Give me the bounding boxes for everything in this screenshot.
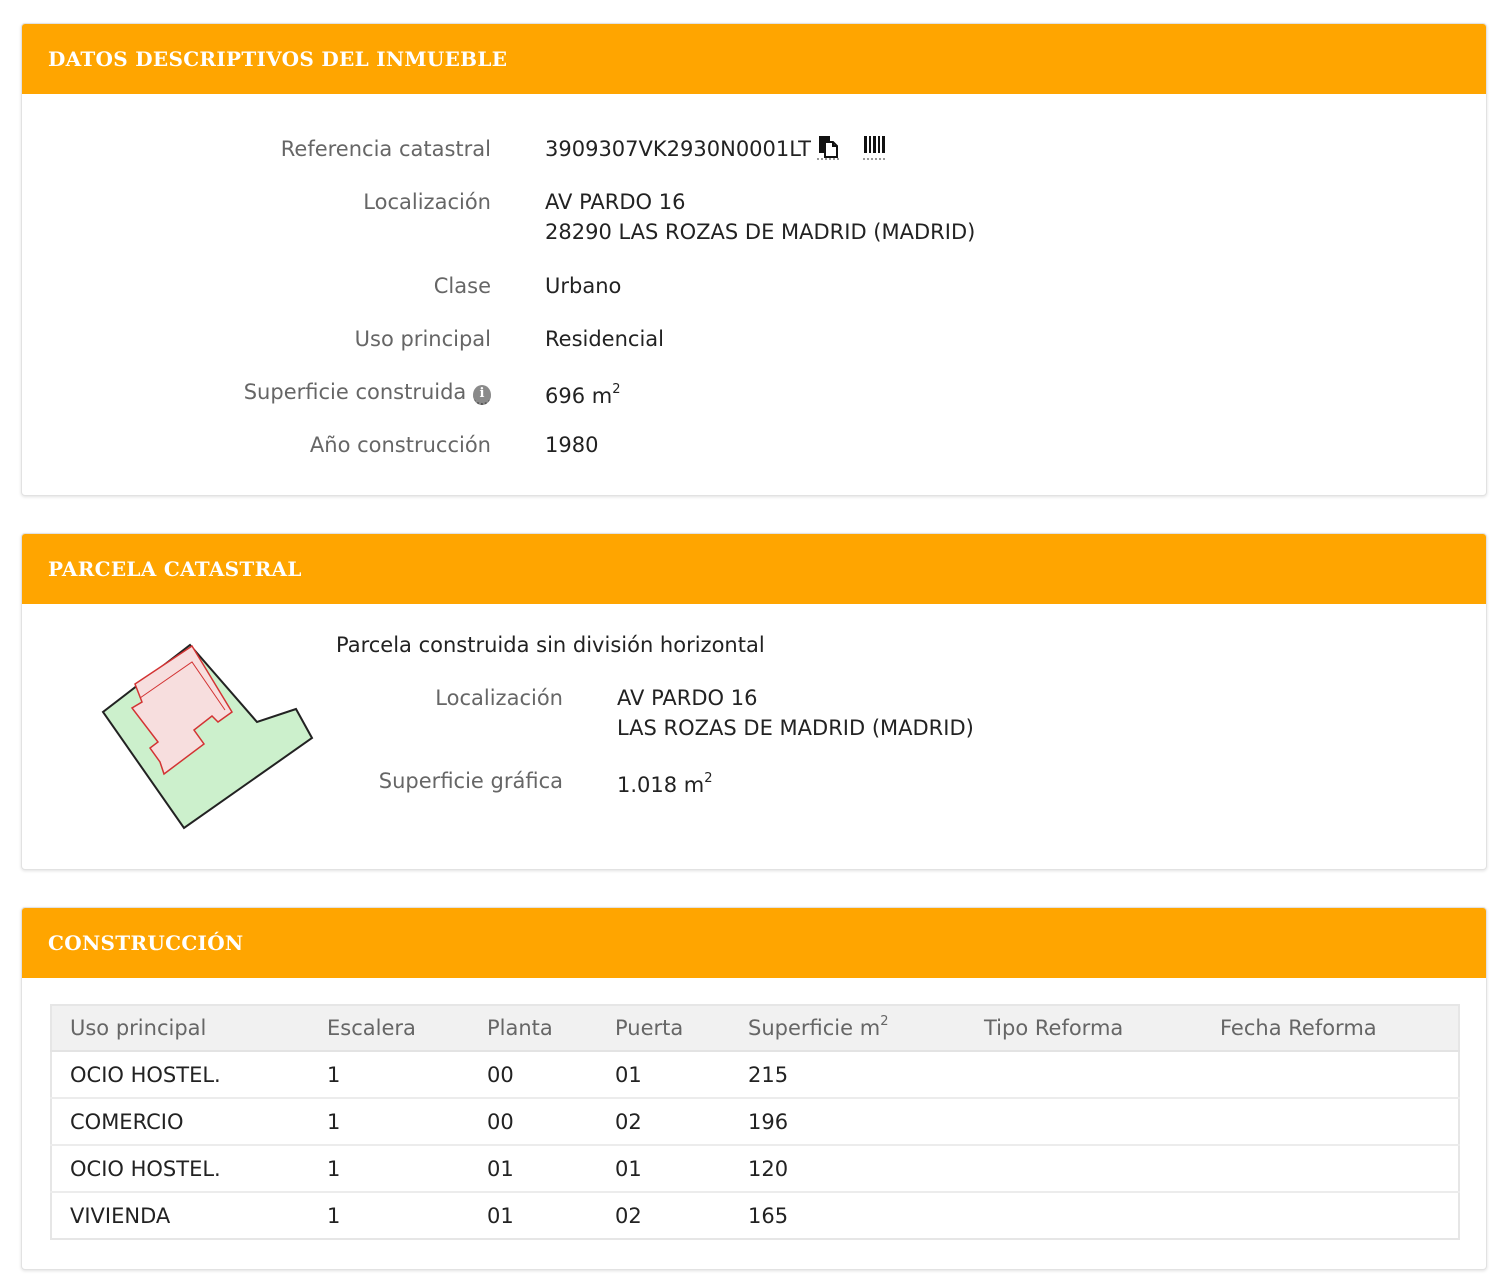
parcela-localizacion-value [617,683,974,743]
ref-catastral-text: 3909307VK2930N0001LT [545,137,811,161]
cell-escalera: 1 [327,1203,341,1228]
uso-principal-label: Uso principal [354,327,491,351]
cell-superficie: 165 [748,1203,789,1228]
cell-uso: OCIO HOSTEL. [51,1145,309,1192]
superficie-grafica-value [617,766,713,800]
cell-planta: 00 [469,1051,597,1098]
cell-fecha-reforma [1202,1145,1459,1192]
cell-uso: VIVIENDA [70,1203,171,1228]
parcel-map-image[interactable] [100,642,316,832]
column-header-tipo-reforma: Tipo Reforma [966,1005,1202,1051]
column-header-superficie [730,1005,966,1051]
ref-catastral-value [545,134,887,168]
uso-principal-value: Residencial [545,327,664,351]
superficie-grafica-exponent: 2 [704,771,713,786]
parcela-localizacion-line2: LAS ROZAS DE MADRID (MADRID) [617,716,974,740]
parcela-localizacion-label: Localización [435,686,563,710]
cell-escalera: 1 [309,1145,469,1192]
cell-uso: OCIO HOSTEL. [51,1051,309,1098]
cell-tipo-reforma [966,1192,1202,1239]
cell-escalera: 1 [309,1098,469,1145]
construccion-table [50,1004,1460,1240]
cell-fecha-reforma [1202,1051,1459,1098]
cell-tipo-reforma [966,1098,1202,1145]
superficie-construida-label [244,377,491,407]
column-header-planta: Planta [469,1005,597,1051]
column-header-escalera: Escalera [309,1005,469,1051]
clase-value: Urbano [545,274,622,298]
cell-superficie: 215 [730,1051,966,1098]
cell-superficie: 196 [730,1098,966,1145]
datos-descriptivos-panel [21,23,1487,496]
superficie-grafica-label: Superficie gráfica [378,769,563,793]
ref-catastral-label: Referencia catastral [280,137,491,161]
cell-puerta: 01 [597,1145,730,1192]
cell-escalera: 1 [309,1051,469,1098]
parcela-subtitle: Parcela construida sin división horizontal [336,633,765,657]
cell-uso: COMERCIO [51,1098,309,1145]
table-row [51,1051,1459,1098]
cell-puerta: 01 [597,1051,730,1098]
superficie-construida-number: 696 m [545,384,613,408]
info-icon[interactable]: i [473,385,491,405]
cell-planta: 00 [469,1098,597,1145]
column-header-uso: Uso principal [51,1005,309,1051]
parcela-catastral-panel [21,533,1487,870]
cell-superficie: 120 [730,1145,966,1192]
construccion-panel [21,907,1487,1270]
parcela-catastral-header [22,534,1486,604]
cell-planta: 01 [487,1203,514,1228]
superficie-grafica-number: 1.018 m [617,773,705,797]
column-header-puerta: Puerta [597,1005,730,1051]
column-header-fecha-reforma: Fecha Reforma [1202,1005,1459,1051]
cell-tipo-reforma [966,1145,1202,1192]
superficie-exponent: 2 [612,382,621,397]
panel-title: DATOS DESCRIPTIVOS DEL INMUEBLE [48,47,508,71]
table-row [51,1098,1459,1145]
construccion-header [22,908,1486,978]
table-row [51,1192,1459,1239]
cell-fecha-reforma [1202,1098,1459,1145]
superficie-construida-value [545,377,621,411]
anio-construccion-value: 1980 [545,433,599,457]
cell-planta: 01 [469,1145,597,1192]
cell-fecha-reforma [1202,1192,1459,1239]
superficie-header-exponent: 2 [880,1014,889,1029]
panel-title: PARCELA CATASTRAL [48,557,302,581]
anio-construccion-label: Año construcción [309,433,491,457]
table-header-row [51,1005,1459,1051]
clase-label: Clase [433,274,491,298]
localizacion-label: Localización [363,190,491,214]
localizacion-value [545,187,975,247]
barcode-icon[interactable] [863,134,887,168]
panel-title: CONSTRUCCIÓN [48,931,244,955]
cell-puerta: 02 [615,1203,642,1228]
parcela-localizacion-line1: AV PARDO 16 [617,686,758,710]
superficie-construida-text: Superficie construida [243,380,467,404]
localizacion-line2: 28290 LAS ROZAS DE MADRID (MADRID) [545,220,976,244]
cell-tipo-reforma [966,1051,1202,1098]
superficie-header-text: Superficie m [748,1016,881,1040]
table-row [51,1145,1459,1192]
copy-icon[interactable] [817,134,839,168]
localizacion-line1: AV PARDO 16 [545,190,686,214]
datos-descriptivos-header [22,24,1486,94]
cell-puerta: 02 [597,1098,730,1145]
